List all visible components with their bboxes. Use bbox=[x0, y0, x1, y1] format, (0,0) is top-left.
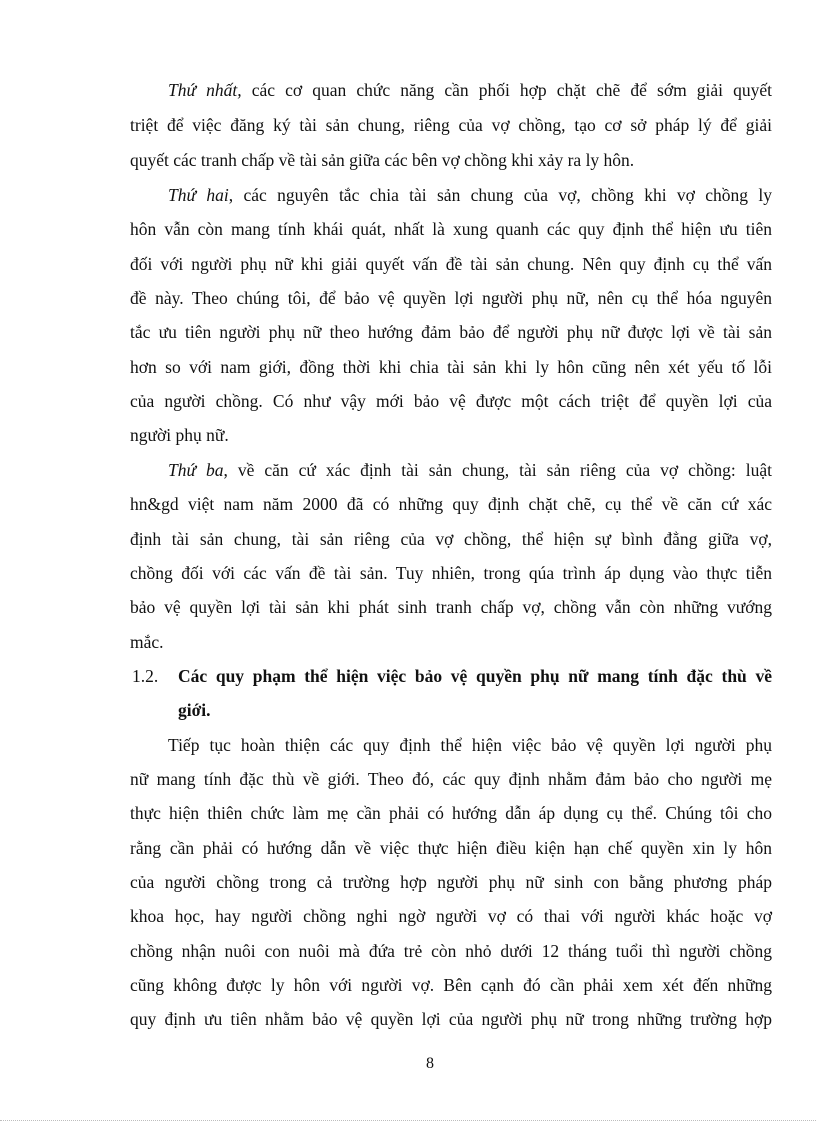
paragraph-2-line-8: người phụ nữ. bbox=[130, 425, 229, 445]
paragraph-4-line-6: khoa học, hay người chồng nghi ngờ người vợ có thai với người khác hoặc vợ bbox=[130, 906, 772, 926]
paragraph-2-line-7: của người chồng. Có như vậy mới bảo vệ được một cách triệt để quyền lợi của bbox=[130, 391, 772, 411]
paragraph-3-lead: Thứ ba bbox=[168, 460, 224, 480]
page-number: 8 bbox=[426, 1055, 434, 1072]
paragraph-1-line-2: triệt để việc đăng ký tài sản chung, riêng của vợ chồng, tạo cơ sở pháp lý để giải bbox=[130, 115, 772, 135]
paragraph-4-line-2: nữ mang tính đặc thù về giới. Theo đó, các quy định nhằm đảm bảo cho người mẹ bbox=[130, 769, 772, 789]
paragraph-3-line-4: chồng đối với các vấn đề tài sản. Tuy nhiên, trong qúa trình áp dụng vào thực tiễn bbox=[130, 563, 772, 583]
section-heading-line-1: Các quy phạm thể hiện việc bảo vệ quyền phụ nữ mang tính đặc thù về bbox=[178, 666, 772, 686]
paragraph-3-line-3: định tài sản chung, tài sản riêng của vợ chồng, thể hiện sự bình đẳng giữa vợ, bbox=[130, 529, 772, 549]
paragraph-4-line-8: cũng không được ly hôn với người vợ. Bên cạnh đó cần phải xem xét đến những bbox=[130, 975, 772, 995]
paragraph-1-line-1 bbox=[168, 80, 772, 102]
paragraph-4-line-9: quy định ưu tiên nhằm bảo vệ quyền lợi của người phụ nữ trong những trường hợp bbox=[130, 1009, 772, 1029]
paragraph-2-line-2: hôn vẫn còn mang tính khái quát, nhất là xung quanh các quy định thể hiện ưu tiên bbox=[130, 219, 772, 239]
paragraph-1-line-1-text: các cơ quan chức năng cần phối hợp chặt chẽ để sớm giải quyết bbox=[241, 80, 773, 100]
paragraph-2-line-6: hơn so với nam giới, đồng thời khi chia tài sản khi ly hôn cũng nên xét yếu tố lỗi bbox=[130, 357, 772, 377]
paragraph-4-line-3: thực hiện thiên chức làm mẹ cần phải có hướng dẫn áp dụng cụ thể. Chúng tôi cho bbox=[130, 803, 772, 823]
paragraph-4-line-7: chồng nhận nuôi con nuôi mà đứa trẻ còn nhỏ dưới 12 tháng tuổi thì người chồng bbox=[130, 941, 772, 961]
paragraph-3-line-6: mắc. bbox=[130, 632, 164, 652]
page-bottom-divider bbox=[0, 1120, 816, 1121]
paragraph-3-line-1-text: , về căn cứ xác định tài sản chung, tài sản riêng của vợ chồng: luật bbox=[223, 460, 772, 480]
section-number: 1.2. bbox=[132, 666, 159, 686]
paragraph-2-line-5: tắc ưu tiên người phụ nữ theo hướng đảm bảo để người phụ nữ được lợi về tài sản bbox=[130, 322, 772, 342]
paragraph-2-line-1 bbox=[168, 185, 772, 207]
paragraph-1-lead: Thứ nhất, bbox=[168, 80, 242, 100]
paragraph-4-line-5: của người chồng trong cả trường hợp người phụ nữ sinh con bằng phương pháp bbox=[130, 872, 772, 892]
paragraph-2-lead: Thứ hai bbox=[168, 185, 229, 205]
section-heading-line-2: giới. bbox=[178, 700, 211, 720]
paragraph-4-line-4: rằng cần phải có hướng dẫn về việc thực hiện điều kiện hạn chế quyền xin ly hôn bbox=[130, 838, 772, 858]
paragraph-3-line-5: bảo vệ quyền lợi tài sản khi phát sinh tranh chấp vợ, chồng vẫn còn những vướng bbox=[130, 597, 772, 617]
paragraph-3-line-1 bbox=[168, 460, 772, 482]
paragraph-2-line-3: đối với người phụ nữ khi giải quyết vấn đề tài sản chung. Nên quy định cụ thể vấn bbox=[130, 254, 772, 274]
paragraph-4-line-1: Tiếp tục hoàn thiện các quy định thể hiện việc bảo vệ quyền lợi người phụ bbox=[168, 735, 772, 755]
paragraph-1-line-3: quyết các tranh chấp về tài sản giữa các bên vợ chồng khi xảy ra ly hôn. bbox=[130, 150, 635, 170]
paragraph-2-line-1-text: , các nguyên tắc chia tài sản chung của vợ, chồng khi vợ chồng ly bbox=[228, 185, 772, 205]
paragraph-2-line-4: đề này. Theo chúng tôi, để bảo vệ quyền lợi người phụ nữ, nên cụ thể hóa nguyên bbox=[130, 288, 772, 308]
paragraph-3-line-2: hn&gd việt nam năm 2000 đã có những quy định chặt chẽ, cụ thể về căn cứ xác bbox=[130, 494, 772, 514]
